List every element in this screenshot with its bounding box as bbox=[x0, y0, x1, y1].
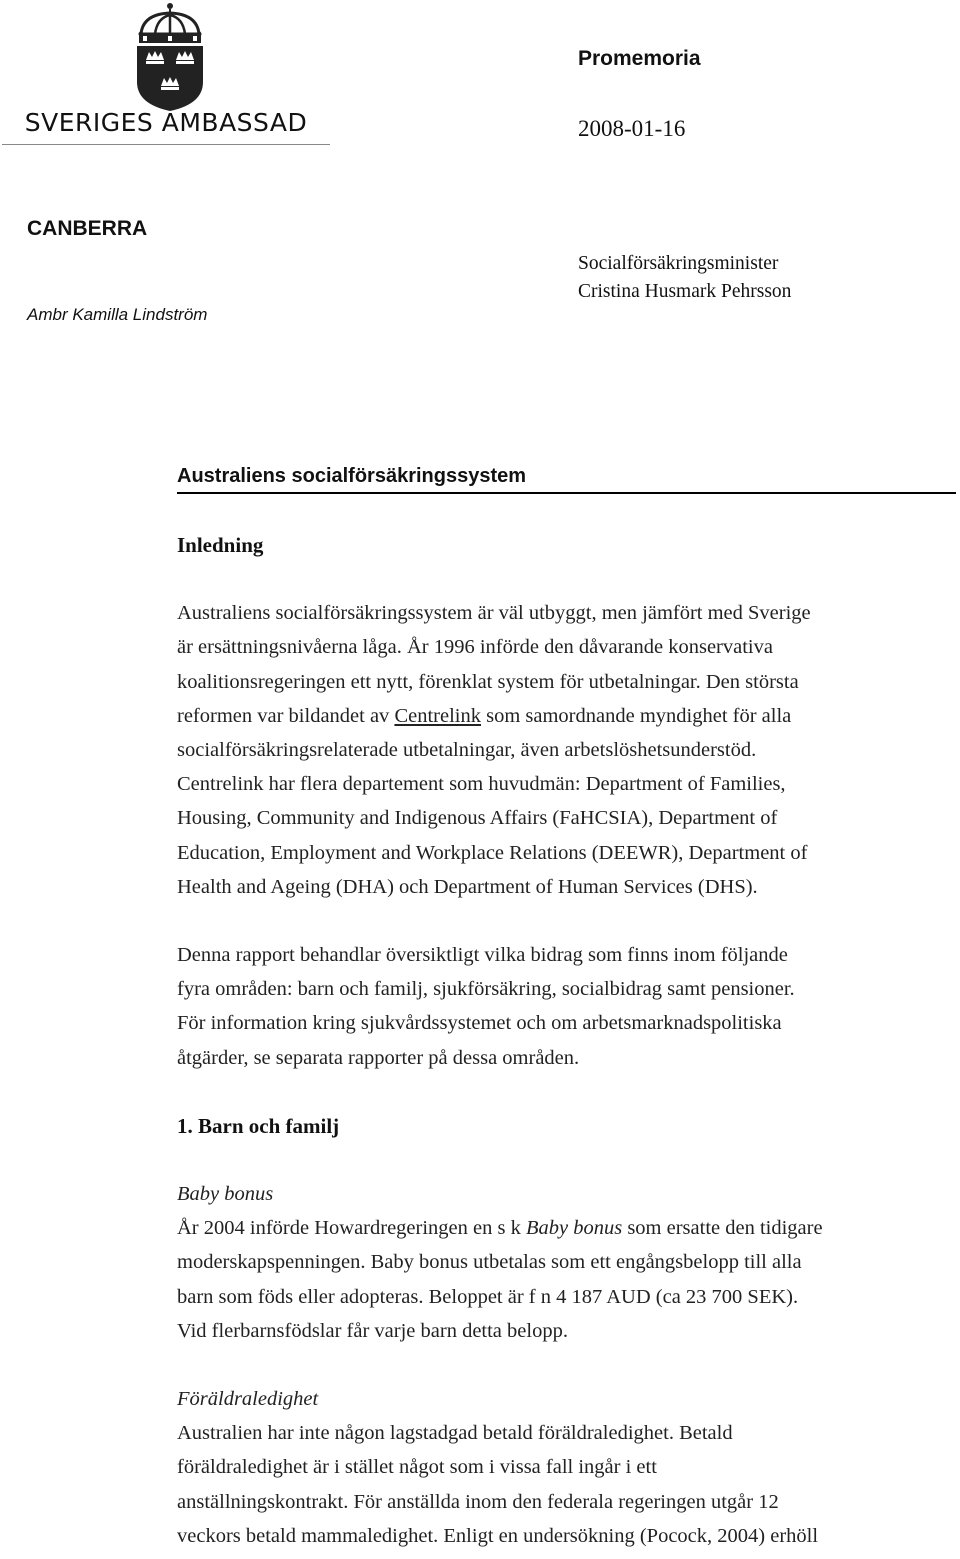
text-line bbox=[177, 699, 960, 733]
text-line: veckors betald mammaledighet. Enligt en undersökning (Pocock, 2004) erhöll bbox=[177, 1524, 819, 1547]
text-run: som samordnande myndighet för alla bbox=[480, 704, 792, 727]
text-line: är ersättningsnivåerna låga. År 1996 införde den dåvarande konservativa bbox=[177, 636, 773, 659]
sender-city: CANBERRA bbox=[27, 217, 148, 240]
parental-leave-paragraph bbox=[177, 1416, 960, 1553]
logo-wordmark: SVERIGES AMBASSAD bbox=[24, 108, 308, 137]
recipient-name: Cristina Husmark Pehrsson bbox=[578, 281, 792, 302]
text-run: reformen var bildandet av bbox=[177, 704, 395, 727]
text-line: anställningskontrakt. För anställda inom den federala regeringen utgår 12 bbox=[177, 1490, 779, 1513]
document-title: Australiens socialförsäkringssystem bbox=[177, 465, 527, 487]
intro-paragraph-2 bbox=[177, 938, 960, 1075]
memo-date: 2008-01-16 bbox=[578, 116, 686, 141]
text-line: åtgärder, se separata rapporter på dessa områden. bbox=[177, 1046, 580, 1069]
text-line: föräldraledighet är i stället något som i vissa fall ingår i ett bbox=[177, 1456, 657, 1479]
text-line: För information kring sjukvårdssystemet och om arbetsmarknadspolitiska bbox=[177, 1012, 782, 1035]
text-line: socialförsäkringsrelaterade utbetalningar, även arbetslöshetsunderstöd. bbox=[177, 739, 757, 762]
text-line: Centrelink har flera departement som huvudmän: Department of Families, bbox=[177, 773, 786, 796]
section-heading-barn-och-familj: 1. Barn och familj bbox=[177, 1113, 340, 1138]
baby-bonus-paragraph bbox=[177, 1211, 960, 1348]
title-rule bbox=[177, 492, 956, 494]
recipient-title: Socialförsäkringsminister bbox=[578, 253, 779, 274]
text-line: koalitionsregeringen ett nytt, förenklat system för utbetalningar. Den största bbox=[177, 670, 799, 693]
text-line: barn som föds eller adopteras. Beloppet är f n 4 187 AUD (ca 23 700 SEK). bbox=[177, 1285, 799, 1308]
text-line: Health and Ageing (DHA) och Department of Human Services (DHS). bbox=[177, 875, 758, 898]
logo-divider bbox=[2, 144, 330, 145]
text-line: Housing, Community and Indigenous Affairs (FaHCSIA), Department of bbox=[177, 807, 778, 830]
text-line: Denna rapport behandlar översiktligt vilka bidrag som finns inom följande bbox=[177, 944, 788, 967]
intro-paragraph-1 bbox=[177, 596, 960, 904]
recipient-block bbox=[578, 250, 791, 306]
text-line: Australiens socialförsäkringssystem är väl utbyggt, men jämfört med Sverige bbox=[177, 602, 811, 625]
text-line: Education, Employment and Workplace Relations (DEEWR), Department of bbox=[177, 841, 808, 864]
intro-heading: Inledning bbox=[177, 533, 264, 557]
text-line: Vid flerbarnsfödslar får varje barn detta belopp. bbox=[177, 1319, 568, 1342]
centrelink-link[interactable]: Centrelink bbox=[394, 704, 481, 727]
sender-author: Ambr Kamilla Lindström bbox=[27, 305, 208, 324]
subheading-foraldraledighet: Föräldraledighet bbox=[177, 1388, 319, 1411]
document-body bbox=[177, 528, 960, 1553]
text-run: År 2004 införde Howardregeringen en s k bbox=[177, 1217, 526, 1240]
memo-type: Promemoria bbox=[578, 47, 701, 70]
text-run-italic: Baby bonus bbox=[525, 1217, 623, 1240]
swedish-crest-icon bbox=[129, 0, 211, 112]
text-line: moderskapspenningen. Baby bonus utbetalas som ett engångsbelopp till alla bbox=[177, 1251, 802, 1274]
subheading-baby-bonus: Baby bonus bbox=[177, 1183, 274, 1206]
text-line bbox=[177, 1211, 960, 1245]
embassy-logo bbox=[0, 0, 340, 150]
text-run: som ersatte den tidigare bbox=[622, 1217, 823, 1240]
text-line: Australien har inte någon lagstadgad betald föräldraledighet. Betald bbox=[177, 1422, 733, 1445]
text-line: fyra områden: barn och familj, sjukförsäkring, socialbidrag samt pensioner. bbox=[177, 978, 795, 1001]
